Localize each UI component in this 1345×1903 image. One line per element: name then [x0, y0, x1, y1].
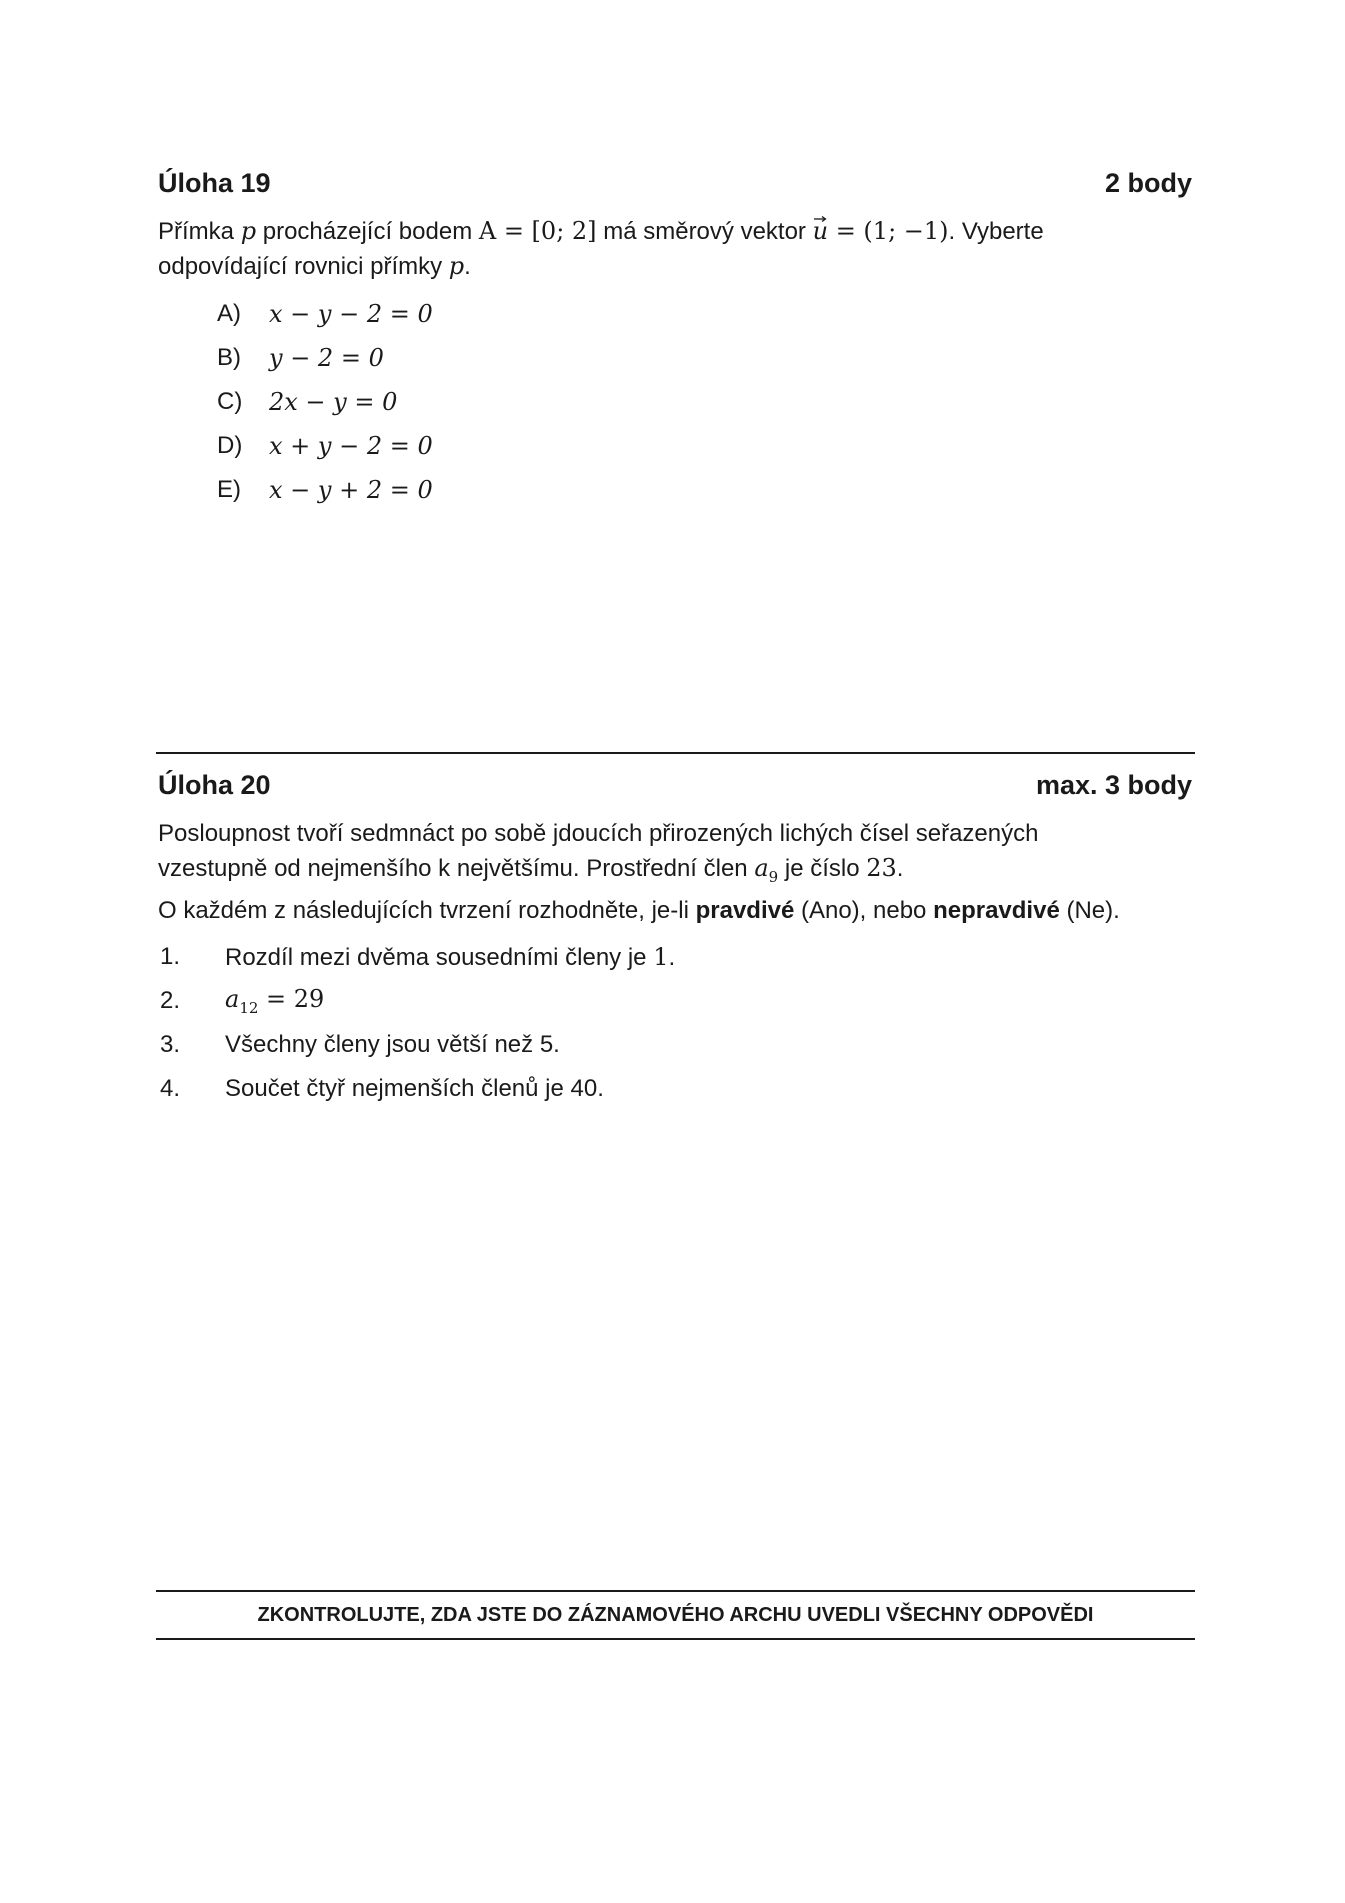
statement-3 [160, 1023, 675, 1067]
option-equation: x − y − 2 = 0 [269, 300, 433, 328]
task-20-header [158, 770, 1192, 801]
statement-number: 1. [160, 943, 181, 970]
footer-rule-bottom [156, 1638, 1195, 1640]
statement-text: $a_{12} = 29$ [225, 985, 325, 1017]
statement-4 [160, 1067, 675, 1111]
statement-1 [160, 935, 675, 979]
footer-rule-top [156, 1590, 1195, 1592]
task-20-statements [160, 935, 675, 1111]
statement-2 [160, 979, 675, 1023]
task-20-line-1: Posloupnost tvoří sedmnáct po sobě jdoucích přirozených lichých čísel seřazených [158, 820, 1039, 847]
option-letter: B) [217, 344, 241, 371]
point-a: A = [0; 2] [478, 217, 597, 245]
statement-text: Všechny členy jsou větší než 5. [225, 1031, 560, 1058]
option-c [217, 380, 433, 424]
vector-arrow-icon [813, 215, 827, 223]
statement-text: Rozdíl mezi dvěma sousedními členy je 1. [225, 942, 676, 971]
option-letter: A) [217, 300, 241, 327]
footer-notice: ZKONTROLUJTE, ZDA JSTE DO ZÁZNAMOVÉHO ARCHU UVEDLI VŠECHNY ODPOVĚDI [257, 1604, 1094, 1626]
option-equation: x − y + 2 = 0 [269, 476, 433, 504]
task-19-title: Úloha 19 [158, 168, 271, 198]
option-equation: x + y − 2 = 0 [269, 432, 433, 460]
statement-number: 3. [160, 1031, 181, 1058]
option-e [217, 468, 433, 512]
option-a [217, 292, 433, 336]
option-letter: C) [217, 388, 243, 415]
section-divider [156, 752, 1195, 754]
statement-number: 2. [160, 987, 181, 1014]
option-letter: E) [217, 476, 241, 503]
option-b [217, 336, 433, 380]
option-equation: 2x − y = 0 [269, 388, 398, 416]
task-19-line-2: odpovídající rovnici přímky p. [158, 252, 471, 280]
task-19-points: 2 body [1104, 168, 1192, 198]
task-20-line-2: vzestupně od nejmenšího k největšímu. Prostřední člen $a_9$ je číslo 23. [158, 854, 904, 886]
option-equation: y − 2 = 0 [269, 344, 384, 372]
statement-text: Součet čtyř nejmenších členů je 40. [225, 1075, 604, 1102]
task-19-text [158, 214, 1198, 284]
task-20-line-3: O každém z následujících tvrzení rozhodněte, je-li pravdivé (Ano), nebo nepravdivé (Ne). [158, 896, 1120, 924]
vector-u: u [812, 217, 829, 245]
task-19-header [158, 168, 1192, 199]
statement-number: 4. [160, 1075, 181, 1102]
option-d [217, 424, 433, 468]
task-19-options [217, 292, 433, 512]
task-20-points: max. 3 body [1035, 770, 1192, 800]
task-20-text [158, 817, 1198, 928]
task-19-line-1: Přímka p procházející bodem A = [0; 2] má směrový vektor u = (1; −1). Vyberte [158, 217, 1044, 245]
task-20-title: Úloha 20 [158, 770, 271, 800]
option-letter: D) [217, 432, 243, 459]
